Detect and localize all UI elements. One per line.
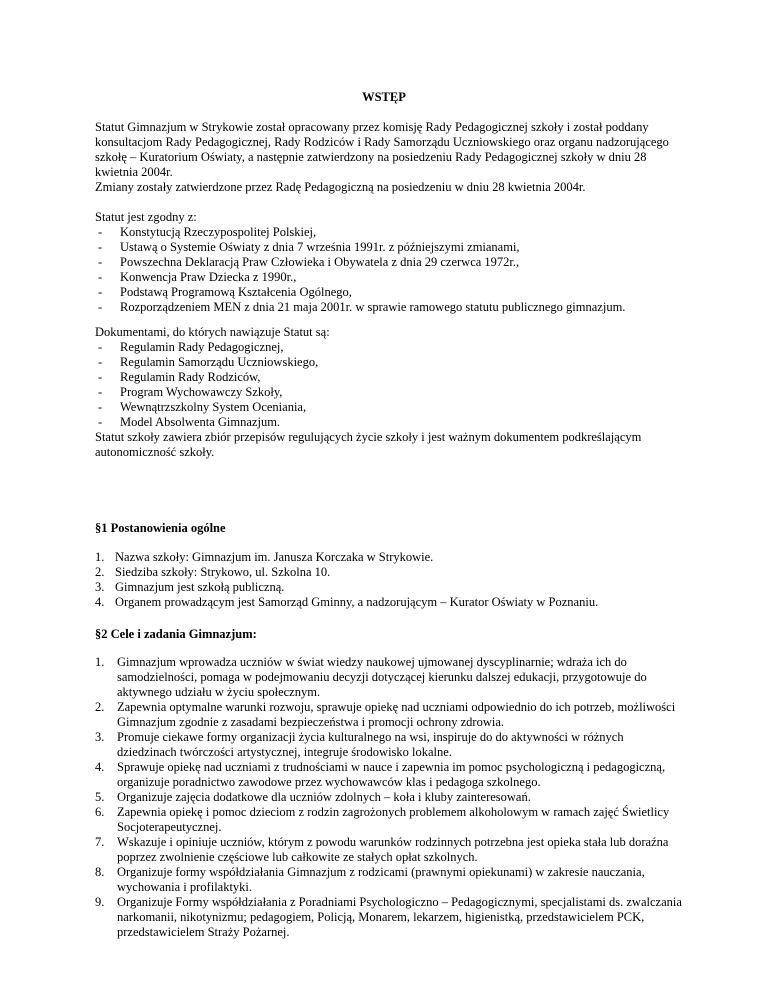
intro-paragraph — [95, 120, 670, 195]
section2-heading: §2 Cele i zadania Gimnazjum: — [95, 627, 257, 641]
list-item: - Regulamin Rady Pedagogicznej, — [98, 340, 284, 354]
section1-heading: §1 Postanowienia ogólne — [95, 521, 226, 535]
list-item: 2. Zapewnia optymalne warunki rozwoju, sprawuje opiekę nad uczniami odpowiednio do ich potrzeb, możliwości Gimnazjum zgodnie z zasadami bezpieczeństwa i promocji ochrony zdrowia. — [95, 700, 676, 729]
list-item: - Model Absolwenta Gimnazjum. — [98, 415, 281, 429]
section2-list — [95, 655, 685, 940]
list-item: 4. Sprawuje opiekę nad uczniami z trudnościami w nauce i zapewnia im pomoc psychologiczną i pedagogiczną, organizuje poradnictwo zawodowe przez wychowawców klas i pedagoga szkolnego. — [95, 760, 666, 789]
list-item: 3. Gimnazjum jest szkołą publiczną. — [95, 580, 285, 594]
closing-paragraph: Statut szkoły zawiera zbiór przepisów regulujących życie szkoły i jest ważnym dokumentem podkreślającym autonomiczność szkoły. — [95, 430, 642, 459]
list-item: 2. Siedziba szkoły: Strykowo, ul. Szkolna 10. — [95, 565, 331, 579]
list-item: - Regulamin Samorządu Uczniowskiego, — [98, 355, 319, 369]
documents-intro: Dokumentami, do których nawiązuje Statut są: — [95, 325, 330, 339]
list-item: 4. Organem prowadzącym jest Samorząd Gminny, a nadzorującym – Kurator Oświaty w Poznaniu. — [95, 595, 599, 609]
list-item: - Konstytucją Rzeczypospolitej Polskiej, — [98, 225, 317, 239]
list-item: 7. Wskazuje i opiniuje uczniów, którym z powodu warunków rodzinnych potrzebna jest opieka stała lub doraźna poprzez zwolnienie częściowe lub całkowite ze stałych opłat szkolnych. — [95, 835, 669, 864]
intro-amendment: Zmiany zostały zatwierdzone przez Radę Pedagogiczną na posiedzeniu w dniu 28 kwietnia 2004r. — [95, 180, 586, 194]
list-item: - Konwencja Praw Dziecka z 1990r., — [98, 270, 297, 284]
list-item: 1. Gimnazjum wprowadza uczniów w świat wiedzy naukowej ujmowanej dyscyplinarnie; wdraża ich do samodzielności, pomaga w podejmowaniu decyzji dotyczącej kierunku dalszej edukacji, przygotowuje do aktywnego udziału w życiu społecznym. — [95, 655, 647, 699]
list-item: - Ustawą o Systemie Oświaty z dnia 7 września 1991r. z późniejszymi zmianami, — [98, 240, 520, 254]
list-item: 5. Organizuje zajęcia dodatkowe dla uczniów zdolnych – koła i kluby zainteresowań. — [95, 790, 531, 804]
intro-text: Statut Gimnazjum w Strykowie został opracowany przez komisję Rady Pedagogicznej szkoły i został poddany konsultacjom Rady Pedagogicznej, Rady Rodziców i Rady Samorządu Uczniowskiego oraz organu nadzorującego szkołę – Kuratorium Oświaty, a następnie zatwierdzony na posiedzeniu Rady Pedagogicznej szkoły w dniu 28 kwietnia 2004r. — [95, 120, 669, 179]
list-item: - Podstawą Programową Kształcenia Ogólnego, — [98, 285, 352, 299]
section1-list — [95, 550, 598, 610]
list-item: 1. Nazwa szkoły: Gimnazjum im. Janusza Korczaka w Strykowie. — [95, 550, 434, 564]
list-item: 3. Promuje ciekawe formy organizacji życia kulturalnego na wsi, inspiruje do do aktywności w różnych dziedzinach twórczości artystycznej, integruje środowisko lokalne. — [95, 730, 624, 759]
list-item: - Wewnątrzszkolny System Oceniania, — [98, 400, 307, 414]
list-item: 8. Organizuje formy współdziałania Gimnazjum z rodzicami (prawnymi opiekunami) w zakresie nauczania, wychowania i profilaktyki. — [95, 865, 645, 894]
list-item: - Rozporządzeniem MEN z dnia 21 maja 2001r. w sprawie ramowego statutu publicznego gimnazjum. — [98, 300, 626, 314]
compliance-intro: Statut jest zgodny z: — [95, 210, 197, 224]
page-title: WSTĘP — [362, 90, 406, 104]
list-item: - Program Wychowawczy Szkoły, — [98, 385, 283, 399]
list-item: - Regulamin Rady Rodziców, — [98, 370, 261, 384]
compliance-list — [95, 225, 695, 315]
list-item: 6. Zapewnia opiekę i pomoc dzieciom z rodzin zagrożonych problemem alkoholowym w ramach zajęć Świetlicy Socjoterapeutycznej. — [95, 805, 670, 834]
list-item: 9. Organizuje Formy współdziałania z Poradniami Psychologiczno – Pedagogicznymi, specjalistami ds. zwalczania narkomanii, nikotynizmu; pedagogiem, Policją, Monarem, lekarzem, higienistką, przedstawicielem PCK, przedstawicielem Straży Pożarnej. — [95, 895, 682, 939]
list-item: - Powszechna Deklaracją Praw Człowieka i Obywatela z dnia 29 czerwca 1972r., — [98, 255, 520, 269]
documents-list — [95, 340, 695, 430]
